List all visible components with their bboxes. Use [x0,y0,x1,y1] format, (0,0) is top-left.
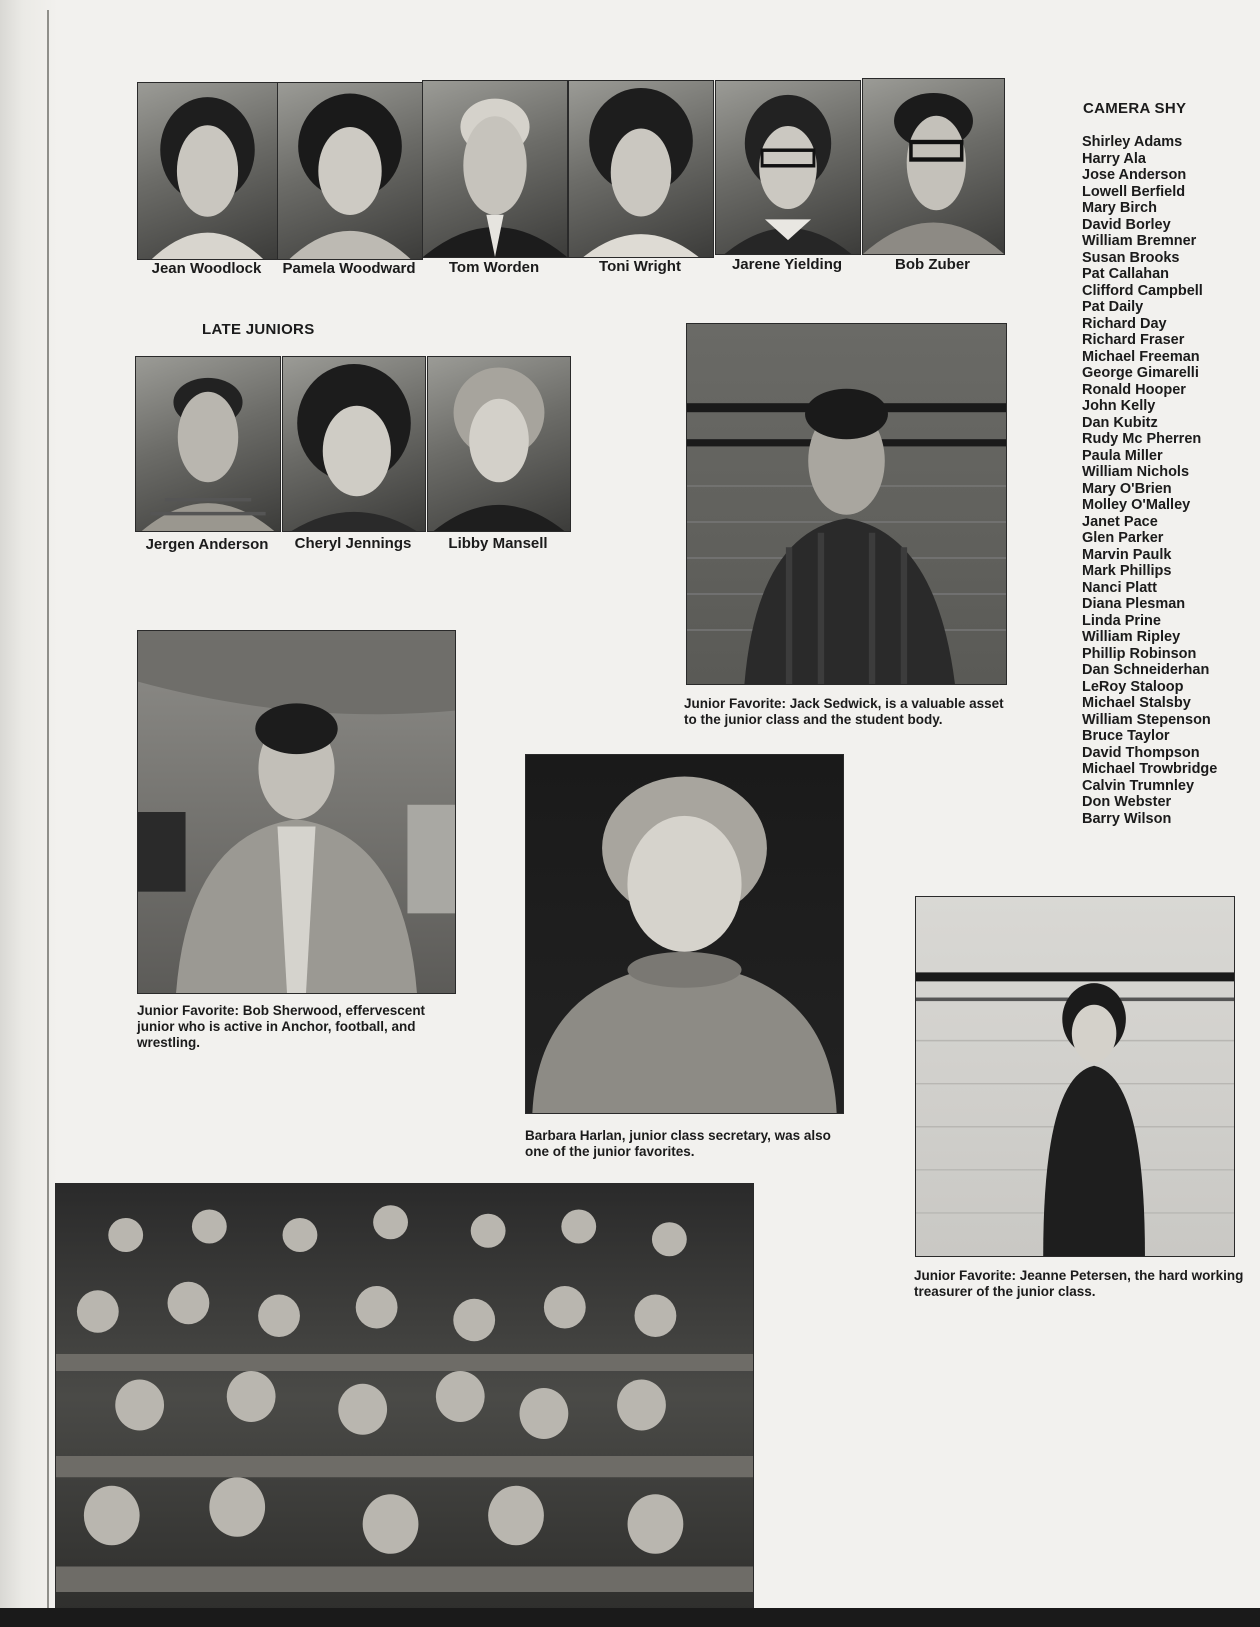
late-junior-name-1: Jergen Anderson [145,536,269,553]
late-junior-name-2: Cheryl Jennings [294,535,412,552]
camera-shy-name: Dan Schneiderhan [1082,662,1210,678]
camera-shy-name: Pat Daily [1082,299,1144,315]
camera-shy-name: Phillip Robinson [1082,645,1197,662]
late-junior-photo-2 [282,356,426,532]
camera-shy-name: Harry Ala [1082,150,1146,167]
camera-shy-name: William Ripley [1082,629,1181,645]
camera-shy-name: Barry Wilson [1082,810,1172,827]
petersen-caption: Junior Favorite: Jeanne Petersen, the hard working treasurer of the junior class. [914,1268,1244,1299]
portrait-photo-6 [862,78,1005,255]
camera-shy-name: LeRoy Staloop [1082,678,1184,695]
petersen-photo [915,896,1235,1257]
camera-shy-name: Bruce Taylor [1082,728,1170,744]
portrait-photo-1 [137,82,278,260]
camera-shy-name: Rudy Mc Pherren [1082,431,1202,447]
sherwood-caption: Junior Favorite: Bob Sherwood, effervescent junior who is active in Anchor, football, and wrestling. [137,1003,426,1050]
camera-shy-name: Richard Day [1082,315,1167,332]
late-junior-photo-1 [135,356,281,532]
portrait-photo-5 [715,80,861,255]
camera-shy-name: Susan Brooks [1082,249,1180,266]
camera-shy-name: Paula Miller [1082,447,1163,464]
camera-shy-name: George Gimarelli [1082,365,1199,381]
late-junior-name-3: Libby Mansell [448,535,548,552]
portrait-name-3: Tom Worden [448,259,540,276]
camera-shy-name: John Kelly [1082,398,1156,414]
camera-shy-name: Richard Fraser [1082,332,1185,348]
portrait-photo-3 [422,80,568,258]
camera-shy-name: Mary O'Brien [1082,480,1172,497]
camera-shy-name: Michael Freeman [1082,348,1200,365]
camera-shy-name: Clifford Campbell [1082,282,1203,299]
camera-shy-name: Dan Kubitz [1082,414,1158,431]
camera-shy-list [1082,134,1217,827]
harlan-caption: Barbara Harlan, junior class secretary, was also one of the junior favorites. [525,1128,831,1159]
late-juniors-heading: LATE JUNIORS [202,321,315,338]
camera-shy-name: Lowell Berfield [1082,183,1186,200]
camera-shy-name: Michael Stalsby [1082,695,1191,711]
camera-shy-name: Don Webster [1082,794,1172,810]
portrait-name-4: Toni Wright [599,258,681,275]
sedwick-photo [686,323,1007,685]
camera-shy-name: Linda Prine [1082,612,1161,629]
camera-shy-name: Michael Trowbridge [1082,761,1218,777]
page-spine [0,0,58,1627]
camera-shy-name: Nanci Platt [1082,579,1157,596]
auditorium-photo [55,1183,754,1610]
camera-shy-name: William Bremner [1082,233,1197,249]
camera-shy-heading: CAMERA SHY [1083,100,1187,117]
camera-shy-name: Janet Pace [1082,513,1158,530]
camera-shy-name: William Stepenson [1082,711,1211,728]
camera-shy-name: Jose Anderson [1082,167,1187,183]
portrait-name-5: Jarene Yielding [731,256,843,273]
camera-shy-name: Molley O'Malley [1082,497,1191,513]
camera-shy-name: David Thompson [1082,744,1200,761]
binding-line [47,10,49,1610]
portrait-photo-2 [277,82,423,260]
camera-shy-name: Mark Phillips [1082,563,1172,579]
camera-shy-name: Glen Parker [1082,530,1164,546]
camera-shy-name: Calvin Trumnley [1082,777,1195,794]
camera-shy-name: William Nichols [1082,464,1190,480]
harlan-photo [525,754,844,1114]
late-junior-photo-3 [427,356,571,532]
camera-shy-name: Ronald Hooper [1082,381,1186,398]
camera-shy-name: Diana Plesman [1082,596,1186,612]
portrait-photo-4 [568,80,714,258]
portrait-name-2: Pamela Woodward [282,260,416,277]
sedwick-caption: Junior Favorite: Jack Sedwick, is a valuable asset to the junior class and the student body. [684,696,1004,727]
camera-shy-name: Mary Birch [1082,200,1157,216]
page-bottom-edge [0,1608,1260,1627]
portrait-name-6: Bob Zuber [895,256,970,273]
camera-shy-name: Shirley Adams [1082,134,1183,150]
camera-shy-name: Marvin Paulk [1082,546,1172,563]
portrait-name-1: Jean Woodlock [151,260,262,277]
camera-shy-name: Pat Callahan [1082,266,1170,282]
sherwood-photo [137,630,456,994]
camera-shy-name: David Borley [1082,216,1171,233]
